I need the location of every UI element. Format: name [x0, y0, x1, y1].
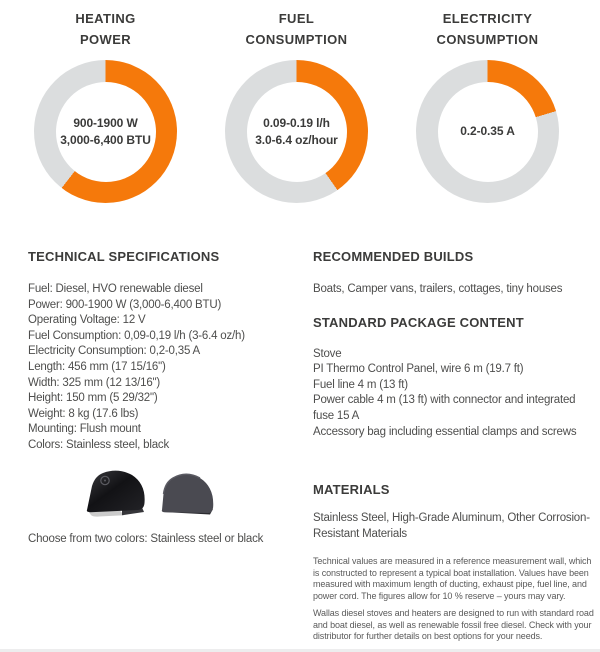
donut-value-line: 0.2-0.35 A — [460, 124, 515, 138]
stainless-steel-black-stove-image — [82, 466, 148, 518]
spec-line: Fuel: Diesel, HVO renewable diesel — [28, 283, 203, 295]
disclaimer-paragraph: Technical values are measured in a reference measurement wall, which is constructed to represent a typical boat installation. Values have been measured with maximum length of ducting, exhaust pipe, fuel line, and power cord. The figures allow for 10 % reserve – yours may vary. — [313, 556, 592, 601]
chart-heating-power — [10, 8, 201, 203]
chart-title-electricity-consumption — [437, 8, 539, 50]
standard-package-heading: STANDARD PACKAGE CONTENT — [313, 314, 524, 330]
package-item: Accessory bag including essential clamps and screws — [313, 425, 577, 438]
chart-title-line: CONSUMPTION — [436, 32, 539, 47]
package-item: Stove — [313, 347, 342, 360]
spec-line: Mounting: Flush mount — [28, 423, 141, 436]
package-item: PI Thermo Control Panel, wire 6 m (19.7 ft) — [313, 363, 524, 376]
package-content-list — [313, 347, 598, 441]
package-item: Power cable 4 m (13 ft) with connector and integrated fuse 15 A — [313, 394, 576, 422]
chart-title-heating-power — [75, 8, 135, 50]
product-color-images — [28, 466, 306, 518]
technical-specifications-section — [28, 249, 306, 547]
heating-power-donut — [34, 60, 177, 203]
recommended-builds-heading: RECOMMENDED BUILDS — [313, 249, 474, 264]
spec-line: Colors: Stainless steel, black — [28, 438, 170, 451]
materials-text: Stainless Steel, High-Grade Aluminum, Other Corrosion-Resistant Materials — [313, 512, 590, 540]
heating-power-value — [56, 82, 156, 182]
black-stove-image — [158, 470, 216, 518]
chart-title-line: POWER — [79, 32, 132, 47]
chart-title-fuel-consumption — [246, 8, 348, 50]
fuel-consumption-donut — [225, 60, 368, 203]
electricity-consumption-donut — [416, 60, 559, 203]
disclaimer-paragraph: Wallas diesel stoves and heaters are designed to run with standard road and boat diesel, as well as renewable fossil free diesel. Check with your distributor for further details on best options for your needs. — [313, 608, 594, 642]
chart-fuel-consumption — [201, 8, 392, 203]
materials-heading: MATERIALS — [313, 482, 390, 498]
spec-line: Power: 900-1900 W (3,000-6,400 BTU) — [28, 298, 222, 311]
spec-line: Operating Voltage: 12 V — [28, 314, 146, 327]
package-item: Fuel line 4 m (13 ft) — [313, 378, 408, 391]
electricity-consumption-value — [438, 82, 538, 182]
donut-value-line: 900-1900 W — [73, 115, 138, 130]
donut-value-line: 3.0-6.4 oz/hour — [255, 132, 338, 147]
spec-line: Width: 325 mm (12 13/16") — [28, 376, 161, 389]
chart-title-line: HEATING — [75, 11, 136, 26]
disclaimer-text — [313, 556, 598, 643]
spec-line: Weight: 8 kg (17.6 lbs) — [28, 407, 139, 420]
spec-line: Electricity Consumption: 0,2-0,35 A — [28, 345, 200, 358]
details-section — [313, 249, 598, 649]
spec-list — [28, 282, 306, 454]
donut-value-line: 0.09-0.19 l/h — [263, 115, 330, 130]
spec-line: Fuel Consumption: 0,09-0,19 l/h (3-6.4 oz/h) — [28, 329, 245, 342]
color-choice-caption: Choose from two colors: Stainless steel or black — [28, 532, 264, 545]
spec-donut-charts — [10, 8, 583, 203]
chart-title-line: FUEL — [278, 11, 315, 26]
spec-line: Height: 150 mm (5 29/32") — [28, 392, 158, 405]
chart-electricity-consumption — [392, 8, 583, 203]
donut-value-line: 3,000-6,400 BTU — [60, 132, 151, 147]
chart-title-line: CONSUMPTION — [245, 32, 348, 47]
chart-title-line: ELECTRICITY — [442, 11, 533, 26]
spec-line: Length: 456 mm (17 15/16") — [28, 360, 166, 373]
fuel-consumption-value — [247, 82, 347, 182]
recommended-builds-text: Boats, Camper vans, trailers, cottages, tiny houses — [313, 283, 563, 295]
technical-specifications-heading: TECHNICAL SPECIFICATIONS — [28, 249, 220, 264]
